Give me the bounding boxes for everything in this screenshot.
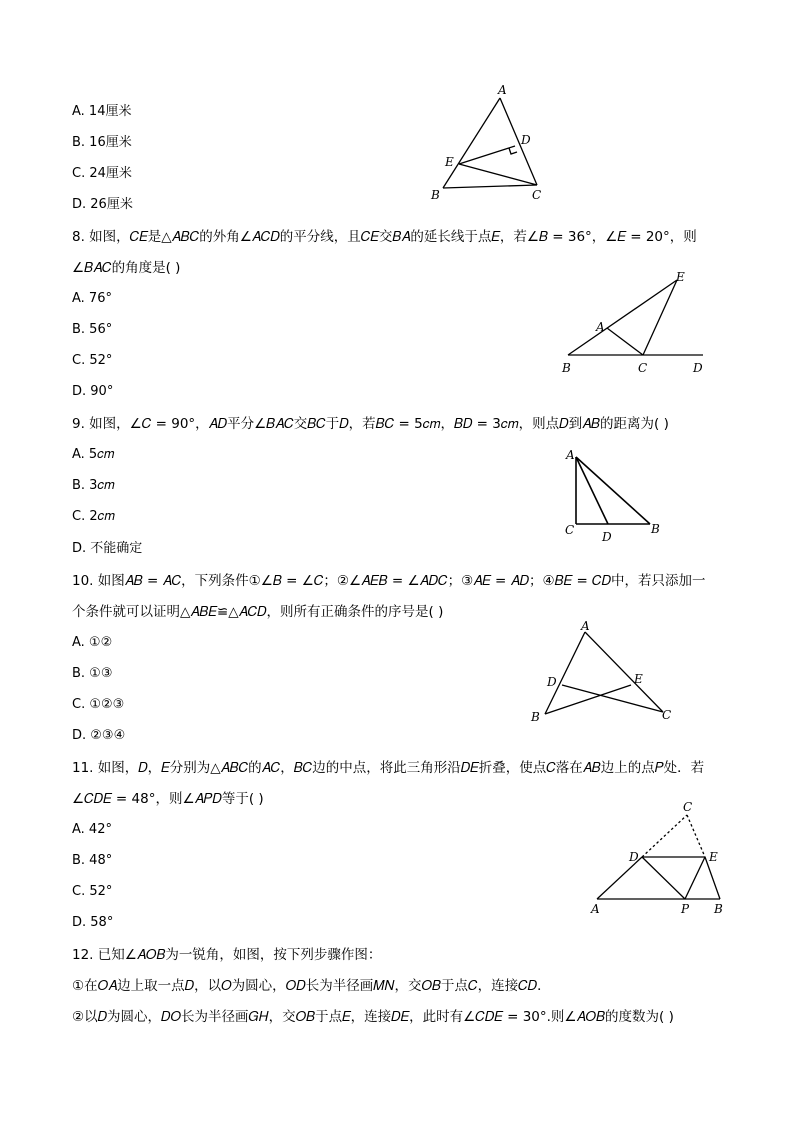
q11-stem-line2: ∠𝐶𝐷𝐸 = 48°，则∠𝐴𝑃𝐷等于( ): [72, 791, 264, 807]
q7-label-a: A: [498, 83, 507, 97]
q7-option-a: A. 14厘米: [72, 104, 132, 119]
q11-figure: [585, 795, 735, 920]
q10-stem-line2: 个条件就可以证明△𝐴𝐵𝐸≌△𝐴𝐶𝐷，则所有正确条件的序号是( ): [72, 604, 444, 620]
q8-stem-line2: ∠𝐵𝐴𝐶的角度是( ): [72, 260, 181, 276]
q10-label-e: E: [634, 672, 643, 686]
q8-label-a: A: [596, 320, 605, 334]
q9-option-c: C. 2𝑐𝑚: [72, 509, 115, 524]
q10-label-d: D: [547, 675, 557, 689]
q10-option-b: B. ①③: [72, 666, 113, 681]
q12-stem-line1: 12. 已知∠𝐴𝑂𝐵为一锐角，如图，按下列步骤作图：: [72, 947, 382, 963]
q8-option-b: B. 56°: [72, 322, 113, 337]
q10-option-a: A. ①②: [72, 635, 113, 650]
q11-option-c: C. 52°: [72, 884, 113, 899]
q8-label-d: D: [693, 361, 703, 375]
q11-option-d: D. 58°: [72, 915, 114, 930]
q10-label-a: A: [581, 619, 590, 633]
q7-option-b: B. 16厘米: [72, 135, 132, 150]
q8-label-c: C: [638, 361, 648, 375]
q11-label-c: C: [683, 800, 693, 814]
q7-label-c: C: [532, 188, 542, 202]
q11-label-b: B: [714, 902, 723, 916]
q11-label-a: A: [591, 902, 600, 916]
q7-option-d: D. 26厘米: [72, 197, 133, 212]
q8-label-b: B: [562, 361, 571, 375]
q7-label-e: E: [445, 155, 454, 169]
q8-option-d: D. 90°: [72, 384, 114, 399]
q9-label-c: C: [565, 523, 575, 537]
q9-option-b: B. 3𝑐𝑚: [72, 478, 115, 493]
q10-figure: [525, 615, 680, 730]
q7-figure: [425, 78, 555, 203]
q11-label-p: P: [681, 902, 690, 916]
q8-label-e: E: [676, 270, 685, 284]
q7-label-d: D: [521, 133, 531, 147]
q9-option-d: D. 不能确定: [72, 541, 143, 556]
q10-label-c: C: [662, 708, 672, 722]
q7-label-b: B: [431, 188, 440, 202]
q9-label-b: B: [651, 522, 660, 536]
q9-figure: [560, 445, 670, 545]
q9-label-a: A: [566, 448, 575, 462]
q9-label-d: D: [602, 530, 612, 544]
q11-label-d: D: [629, 850, 639, 864]
q11-option-b: B. 48°: [72, 853, 113, 868]
q8-stem-line1: 8. 如图，𝐶𝐸是△𝐴𝐵𝐶的外角∠𝐴𝐶𝐷的平分线，且𝐶𝐸交𝐵𝐴的延长线于点𝐸，若∠𝐵 = 36°，∠𝐸 = 20°，则: [72, 229, 697, 245]
q11-label-e: E: [709, 850, 718, 864]
q10-option-d: D. ②③④: [72, 728, 126, 743]
q12-step1: ①在𝑂𝐴边上取一点𝐷，以𝑂为圆心，𝑂𝐷长为半径画𝑀𝑁，交𝑂𝐵于点𝐶，连接𝐶𝐷．: [72, 978, 551, 994]
q8-figure: [555, 265, 715, 380]
q9-option-a: A. 5𝑐𝑚: [72, 447, 115, 462]
q11-stem-line1: 11. 如图，𝐷，𝐸分别为△𝐴𝐵𝐶的𝐴𝐶，𝐵𝐶边的中点，将此三角形沿𝐷𝐸折叠，使点𝐶落在𝐴𝐵边上的点𝑃处．若: [72, 760, 705, 776]
q12-step2: ②以𝐷为圆心，𝐷𝑂长为半径画𝐺𝐻，交𝑂𝐵于点𝐸，连接𝐷𝐸，此时有∠𝐶𝐷𝐸 = 30°.则∠𝐴𝑂𝐵的度数为( ): [72, 1009, 674, 1025]
q10-label-b: B: [531, 710, 540, 724]
q9-stem-line1: 9. 如图，∠𝐶 = 90°，𝐴𝐷平分∠𝐵𝐴𝐶交𝐵𝐶于𝐷，若𝐵𝐶 = 5𝑐𝑚，𝐵𝐷 = 3𝑐𝑚，则点𝐷到𝐴𝐵的距离为( ): [72, 416, 669, 432]
q8-option-c: C. 52°: [72, 353, 113, 368]
q10-option-c: C. ①②③: [72, 697, 125, 712]
q10-stem-line1: 10. 如图𝐴𝐵 = 𝐴𝐶，下列条件①∠𝐵 = ∠𝐶；②∠𝐴𝐸𝐵 = ∠𝐴𝐷𝐶；③𝐴𝐸 = 𝐴𝐷；④𝐵𝐸 = 𝐶𝐷中，若只添加一: [72, 573, 706, 589]
q7-option-c: C. 24厘米: [72, 166, 132, 181]
q8-option-a: A. 76°: [72, 291, 112, 306]
q11-option-a: A. 42°: [72, 822, 112, 837]
